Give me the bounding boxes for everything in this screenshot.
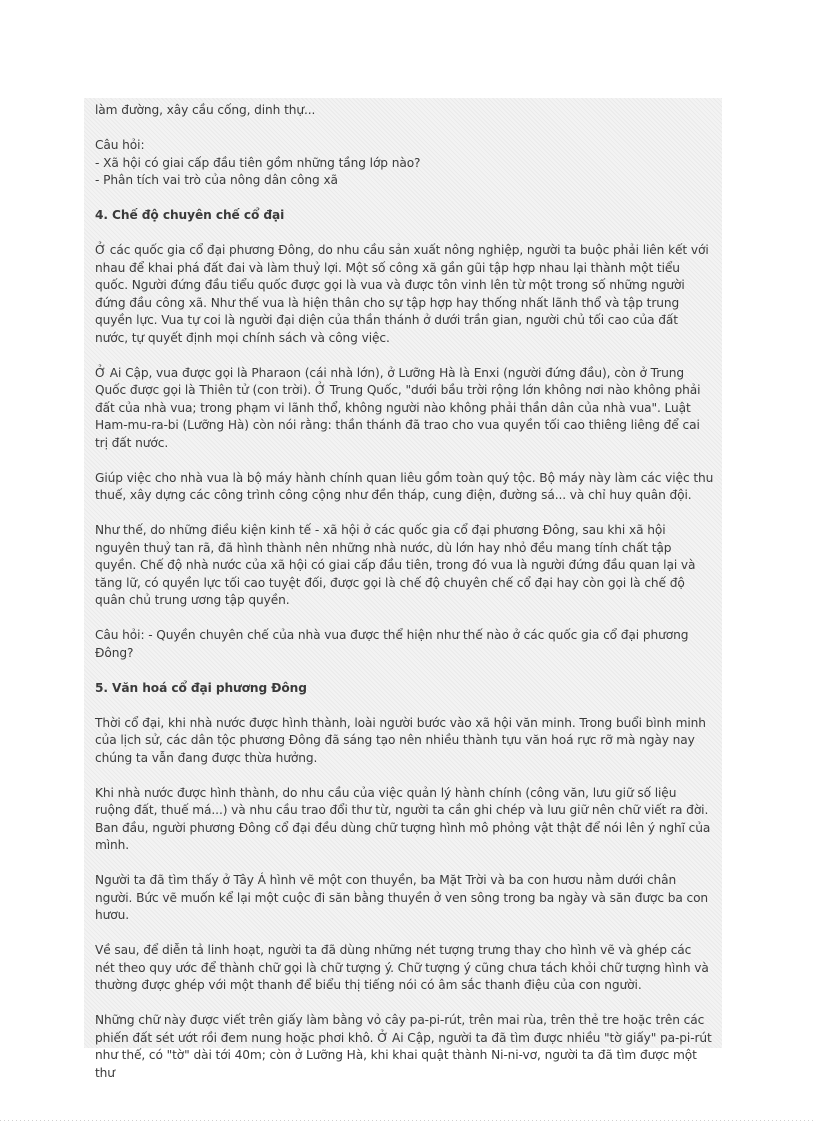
paragraph: Như thế, do những điều kiện kinh tế - xã hội ở các quốc gia cổ đại phương Đông, sau khi xã hội nguyên thuỷ tan rã, đã hình thành nên những nhà nước, dù lớn hay nhỏ đều mang tính chất tập quyền. Chế độ nhà nước của xã hội có giai cấp đầu tiên, trong đó vua là người đứng đầu quan lại và tăng lữ, có quyền lực tối cao tuyệt đối, được gọi là chế độ chuyên chế cổ đại hay còn gọi là chế độ quân chủ trung ương tập quyền. [95,523,696,607]
question-item: - Xã hội có giai cấp đầu tiên gồm những tầng lớp nào? [95,155,421,170]
document-page [84,98,722,1080]
paragraph: Người ta đã tìm thấy ở Tây Á hình vẽ một con thuyền, ba Mặt Trời và ba con hươu nằm dưới chân người. Bức vẽ muốn kể lại một cuộc đi săn bằng thuyền ở ven sông trong ba ngày và săn được ba con hươu. [95,873,709,922]
paragraph: Khi nhà nước được hình thành, do nhu cầu của việc quản lý hành chính (công văn, lưu giữ số liệu ruộng đất, thuế má...) và nhu cầu trao đổi thư từ, người ta cần ghi chép và lưu giữ nên chữ viết ra đời. Ban đầu, người phương Đông cổ đại đều dùng chữ tượng hình mô phỏng vật thật để nói lên ý nghĩ của mình. [95,785,711,852]
page-bottom-divider [0,1120,816,1121]
paragraph: Ở Ai Cập, vua được gọi là Pharaon (cái nhà lớn), ở Lưỡng Hà là Enxi (người đứng đầu), còn ở Trung Quốc được gọi là Thiên tử (con trời). Ở Trung Quốc, "dưới bầu trời rộng lớn không nơi nào không phải đất của nhà vua; trong phạm vi lãnh thổ, không người nào không phải thần dân của nhà vua". Luật Ham-mu-ra-bi (Lưỡng Hà) còn nói rằng: thần thánh đã trao cho vua quyền tối cao thiêng liêng để cai trị đất nước. [95,365,701,450]
section-heading: 4. Chế độ chuyên chế cổ đại [95,208,285,222]
section-heading: 5. Văn hoá cổ đại phương Đông [95,680,307,695]
paragraph: Về sau, để diễn tả linh hoạt, người ta đã dùng những nét tượng trưng thay cho hình vẽ và ghép các nét theo quy ước để thành chữ gọi là chữ tượng ý. Chữ tượng ý cũng chưa tách khỏi chữ tượng hình và thường được ghép với một thanh để biểu thị tiếng nói có âm sắc thanh điệu của con người. [95,943,709,992]
paragraph: Thời cổ đại, khi nhà nước được hình thành, loài người bước vào xã hội văn minh. Trong buổi bình minh của lịch sử, các dân tộc phương Đông đã sáng tạo nên nhiều thành tựu văn hoá rực rỡ mà ngày nay chúng ta vẫn đang được thừa hưởng. [95,715,706,765]
questions-label: Câu hỏi: [95,138,145,152]
paragraph: Giúp việc cho nhà vua là bộ máy hành chính quan liêu gồm toàn quý tộc. Bộ máy này làm các việc thu thuế, xây dựng các công trình công cộng như đền tháp, cung điện, đường sá... và chỉ huy quân đội. [95,470,714,502]
questions-block [95,137,714,190]
section-question: Câu hỏi: - Quyền chuyên chế của nhà vua được thể hiện như thế nào ở các quốc gia cổ đại phương Đông? [95,628,689,660]
paragraph: Ở các quốc gia cổ đại phương Đông, do nhu cầu sản xuất nông nghiệp, người ta buộc phải liên kết với nhau để khai phá đất đai và làm thuỷ lợi. Một số công xã gần gũi tập hợp nhau lại thành một tiểu quốc. Người đứng đầu tiểu quốc được gọi là vua và được tôn vinh lên từ một trong số những người đứng đầu công xã. Như thế vua là hiện thân cho sự tập hợp hay thống nhất lãnh thổ và tập trung quyền lực. Vua tự coi là người đại diện của thần thánh ở dưới trần gian, người chủ tối cao của đất nước, tự quyết định mọi chính sách và công việc. [95,243,709,345]
question-item: - Phân tích vai trò của nông dân công xã [95,173,338,187]
opening-line: làm đường, xây cầu cống, dinh thự... [95,103,316,117]
paragraph: Những chữ này được viết trên giấy làm bằng vỏ cây pa-pi-rút, trên mai rùa, trên thẻ tre hoặc trên các phiến đất sét ướt rồi đem nung hoặc phơi khô. Ở Ai Cập, người ta đã tìm được nhiều "tờ giấy" pa-pi-rút như thế, có "tờ" dài tới 40m; còn ở Lưỡng Hà, khi khai quật thành Ni-ni-vơ, người ta đã tìm được một thư [95,1013,712,1080]
